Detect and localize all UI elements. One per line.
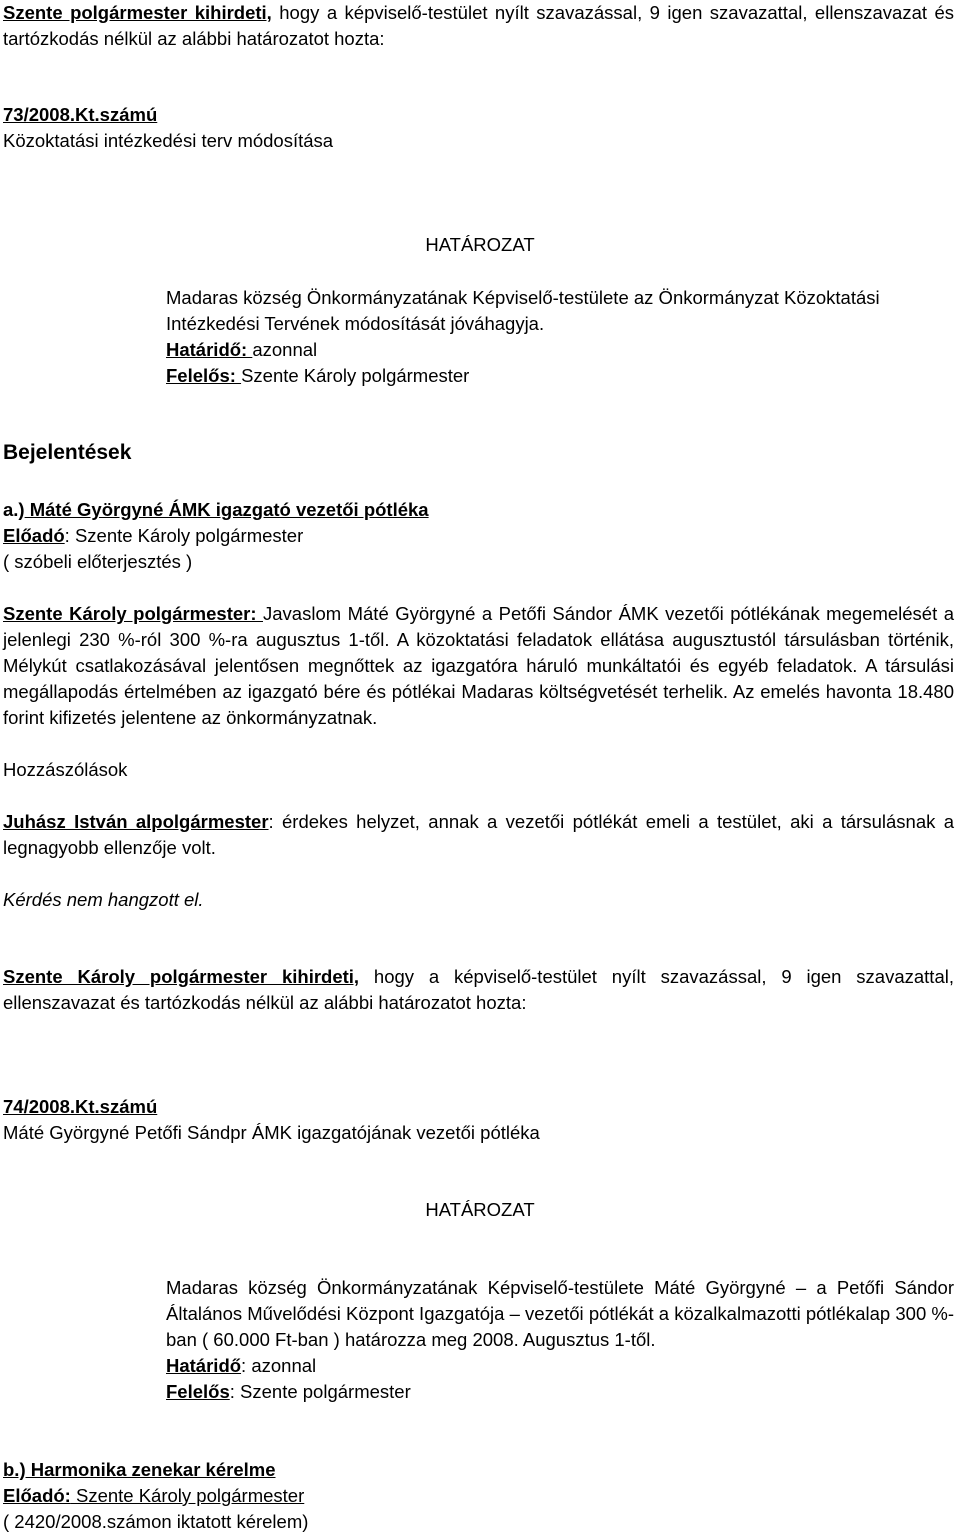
intro1-speaker: Szente polgármester kihirdeti, [3,2,272,23]
res74-body-line2: Általános Művelődési Központ Igazgatója – vezetői pótlékát a közalkalmazotti pótlékalap 300 %- [166,1303,954,1324]
comments-line1 [3,809,954,835]
res74-deadline-value: : azonnal [241,1355,317,1376]
item-a-para-line2: jelenlegi 230 %-ról 300 %-ra augusztus 1-től. A közoktatási feladatok ellátása augusztustól társulásban történik, [3,629,954,650]
res73-deadline [166,337,317,363]
item-b-presenter [3,1483,304,1509]
item-a-note: ( szóbeli előterjesztés ) [3,551,193,572]
res73-deadline-value: azonnal [252,339,318,360]
res73-body-line1: Madaras község Önkormányzatának Képviselő-testülete az Önkormányzat Közoktatási [166,287,880,308]
comments-line2: legnagyobb ellenzője volt. [3,837,216,858]
intro2-text: hogy a képviselő-testület nyílt szavazással, 9 igen szavazattal, [359,966,954,987]
item-a-speaker: Szente Károly polgármester: [3,603,263,624]
res74-heading: HATÁROZAT [425,1199,535,1220]
res74-resp-label: Felelős [166,1381,230,1402]
comments-heading: Hozzászólások [3,759,128,780]
res74-resp-value: : Szente polgármester [229,1381,411,1402]
res73-resp-value: Szente Károly polgármester [241,365,470,386]
intro2-speaker: Szente Károly polgármester kihirdeti, [3,966,360,987]
res73-number: 73/2008.Kt.számú [3,104,158,125]
res74-responsible [166,1379,411,1405]
res73-body-line2: Intézkedési Tervének módosítását jóváhagyja. [166,313,545,334]
item-a-title-text: Máté Györgyné ÁMK igazgató vezetői pótléka [24,499,429,520]
item-b-note: ( 2420/2008.számon iktatott kérelem) [3,1511,309,1532]
intro2-line2: ellenszavazat és tartózkodás nélkül az alábbi határozatot hozta: [3,992,527,1013]
res74-deadline [166,1353,316,1379]
item-a-presenter-value: : Szente Károly polgármester [64,525,304,546]
section-title: Bejelentések [3,441,132,464]
item-a-title [3,497,429,523]
item-a-para-line4: megállapodás értelmében az igazgató bére és pótlékai Madaras költségvetését terhelik. Az emelés havonta 18.480 [3,681,954,702]
intro1-line2: tartózkodás nélkül az alábbi határozatot hozta: [3,28,385,49]
comments-text1: : érdekes helyzet, annak a vezetői pótlékát emeli a testület, aki a társulásnak a [268,811,954,832]
item-b-title: b.) Harmonika zenekar kérelme [3,1459,276,1480]
item-b-presenter-label: Előadó: [3,1485,71,1506]
no-questions: Kérdés nem hangzott el. [3,889,204,910]
item-a-para-line5: forint kifizetés jelentene az önkormányzatnak. [3,707,378,728]
res73-subject: Közoktatási intézkedési terv módosítása [3,130,334,151]
res74-body-line3: ban ( 60.000 Ft-ban ) határozza meg 2008. Augusztus 1-től. [166,1329,656,1350]
item-b-presenter-value: Szente Károly polgármester [70,1485,305,1506]
intro2-line1 [3,964,954,990]
comments-speaker: Juhász István alpolgármester [3,811,269,832]
item-a-presenter-label: Előadó [3,525,65,546]
item-a-prefix: a.) [3,499,25,520]
res73-responsible [166,363,469,389]
res74-number: 74/2008.Kt.számú [3,1096,158,1117]
res74-deadline-label: Határidő [166,1355,242,1376]
item-a-para-line3: Mélykút csatlakozásával jelentősen megnőttek az igazgatóra háruló munkáltatói és egyéb feladatok. A társulási [3,655,954,676]
res73-deadline-label: Határidő: [166,339,253,360]
item-a-presenter [3,523,303,549]
res73-resp-label: Felelős: [166,365,242,386]
intro1-line1 [3,0,954,26]
item-a-p1: Javaslom Máté Györgyné a Petőfi Sándor ÁMK vezetői pótlékának megemelését a [263,603,954,624]
intro1-text: hogy a képviselő-testület nyílt szavazással, 9 igen szavazattal, ellenszavazat és [271,2,955,23]
res73-heading: HATÁROZAT [425,234,535,255]
item-a-para-line1 [3,601,954,627]
res74-subject: Máté Györgyné Petőfi Sándpr ÁMK igazgatójának vezetői pótléka [3,1122,540,1143]
res74-body-line1: Madaras község Önkormányzatának Képviselő-testülete Máté Györgyné – a Petőfi Sándor [166,1277,954,1298]
